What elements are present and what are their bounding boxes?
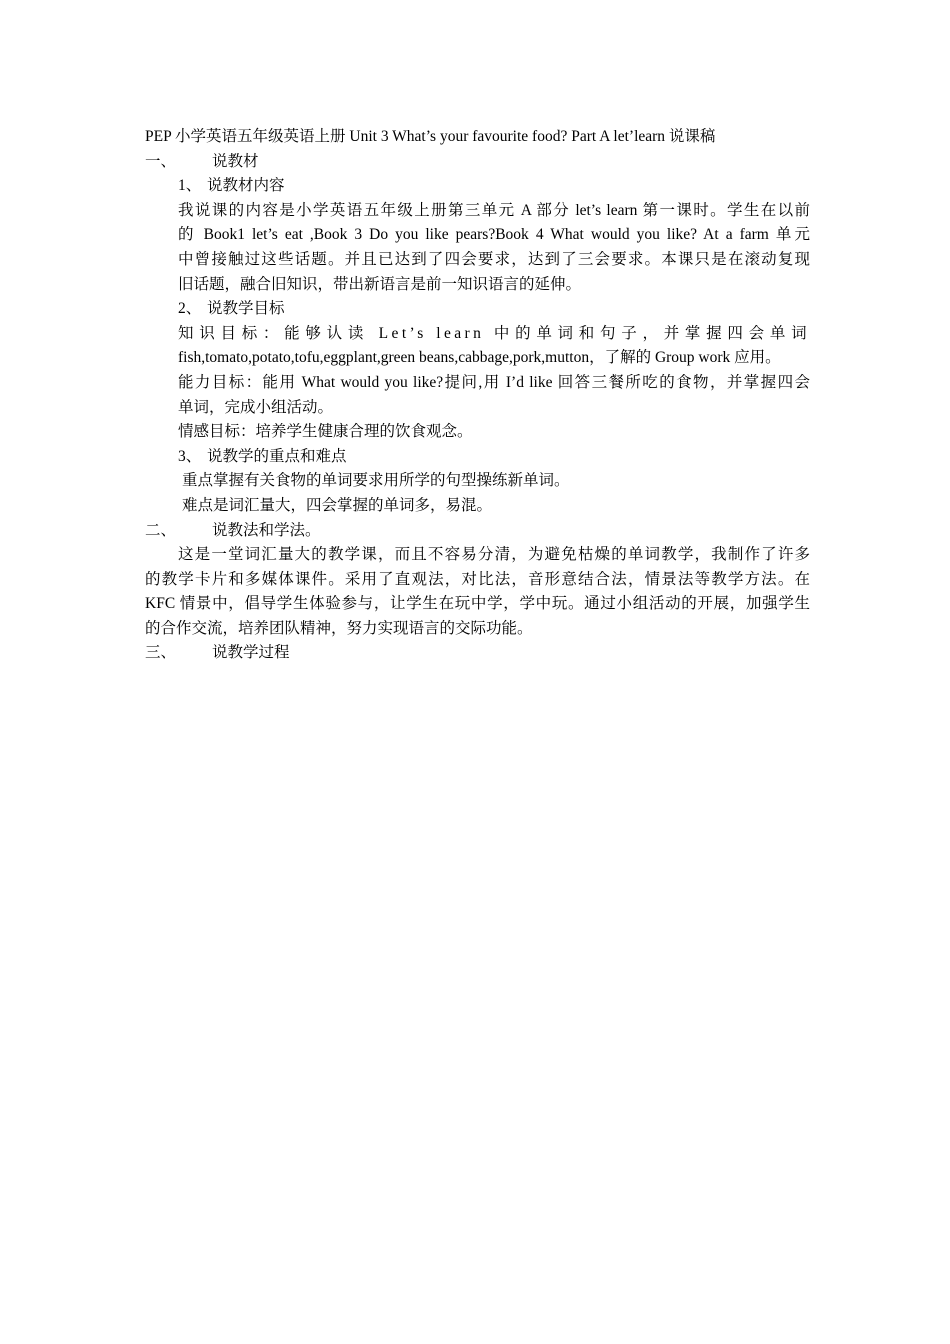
section-2-title: 说教法和学法。 — [212, 521, 321, 539]
methods-paragraph — [145, 543, 810, 641]
subsection-1-1-title: 说教材内容 — [207, 177, 285, 195]
paragraph-line: fish,tomato,potato,tofu,eggplant,green beans,cabbage,pork,mutton，了解的 Group work 应用。 — [178, 349, 781, 367]
section-3-title: 说教学过程 — [212, 644, 290, 662]
paragraph-line: 的教学卡片和多媒体课件。采用了直观法，对比法，音形意结合法，情景法等教学方法。在 — [145, 570, 810, 588]
subsection-1-2-title: 说教学目标 — [207, 300, 285, 318]
paragraph-line: 的 Book1 let’s eat ,Book 3 Do you like pears?Book 4 What would you like? At a farm 单元 — [178, 226, 810, 244]
section-2-heading — [145, 519, 810, 544]
section-1-number: 一、 — [145, 152, 177, 170]
section-2-number: 二、 — [145, 521, 177, 539]
subsection-1-3-heading — [145, 445, 810, 470]
textbook-content-paragraph — [145, 199, 810, 297]
document-body — [145, 125, 810, 666]
subsection-1-2-number: 2、 — [178, 300, 202, 318]
key-points-line: 重点掌握有关食物的单词要求用所学的句型操练新单词。 — [182, 472, 570, 490]
subsection-1-1-number: 1、 — [178, 177, 202, 195]
paragraph-line: 单词，完成小组活动。 — [178, 398, 334, 416]
section-1-title: 说教材 — [212, 152, 259, 170]
emotion-goal-paragraph — [145, 420, 810, 445]
paragraph-line: 中曾接触过这些话题。并且已达到了四会要求，达到了三会要求。本课只是在滚动复现 — [178, 250, 810, 268]
difficulties-line: 难点是词汇量大，四会掌握的单词多，易混。 — [182, 496, 493, 514]
ability-goal-paragraph — [145, 371, 810, 420]
document-title: PEP 小学英语五年级英语上册 Unit 3 What’s your favourite food? Part A let’learn 说课稿 — [145, 128, 716, 145]
subsection-1-3-number: 3、 — [178, 447, 202, 465]
paragraph-line: 能力目标：能用 What would you like?提问,用 I’d like 回答三餐所吃的食物，并掌握四会 — [178, 373, 810, 391]
paragraph-line: 知识目标：能够认读 Let’s learn 中的单词和句子，并掌握四会单词 — [178, 324, 810, 342]
section-3-number: 三、 — [145, 644, 177, 662]
paragraph-line: 我说课的内容是小学英语五年级上册第三单元 A 部分 let’s learn 第一课时。学生在以前 — [178, 201, 810, 219]
knowledge-goal-paragraph — [145, 322, 810, 371]
subsection-1-3-title: 说教学的重点和难点 — [207, 447, 347, 465]
paragraph-line: 旧话题，融合旧知识，带出新语言是前一知识语言的延伸。 — [178, 275, 582, 293]
section-1-heading — [145, 150, 810, 175]
paragraph-line: KFC 情景中，倡导学生体验参与，让学生在玩中学，学中玩。通过小组活动的开展，加强学生 — [145, 595, 810, 613]
section-3-heading — [145, 641, 810, 666]
subsection-1-1-heading — [145, 174, 810, 199]
paragraph-line: 这是一堂词汇量大的教学课，而且不容易分清，为避免枯燥的单词教学，我制作了许多 — [178, 546, 810, 564]
paragraph-line: 的合作交流，培养团队精神，努力实现语言的交际功能。 — [145, 619, 533, 637]
subsection-1-2-heading — [145, 297, 810, 322]
paragraph-line: 情感目标：培养学生健康合理的饮食观念。 — [178, 423, 473, 441]
